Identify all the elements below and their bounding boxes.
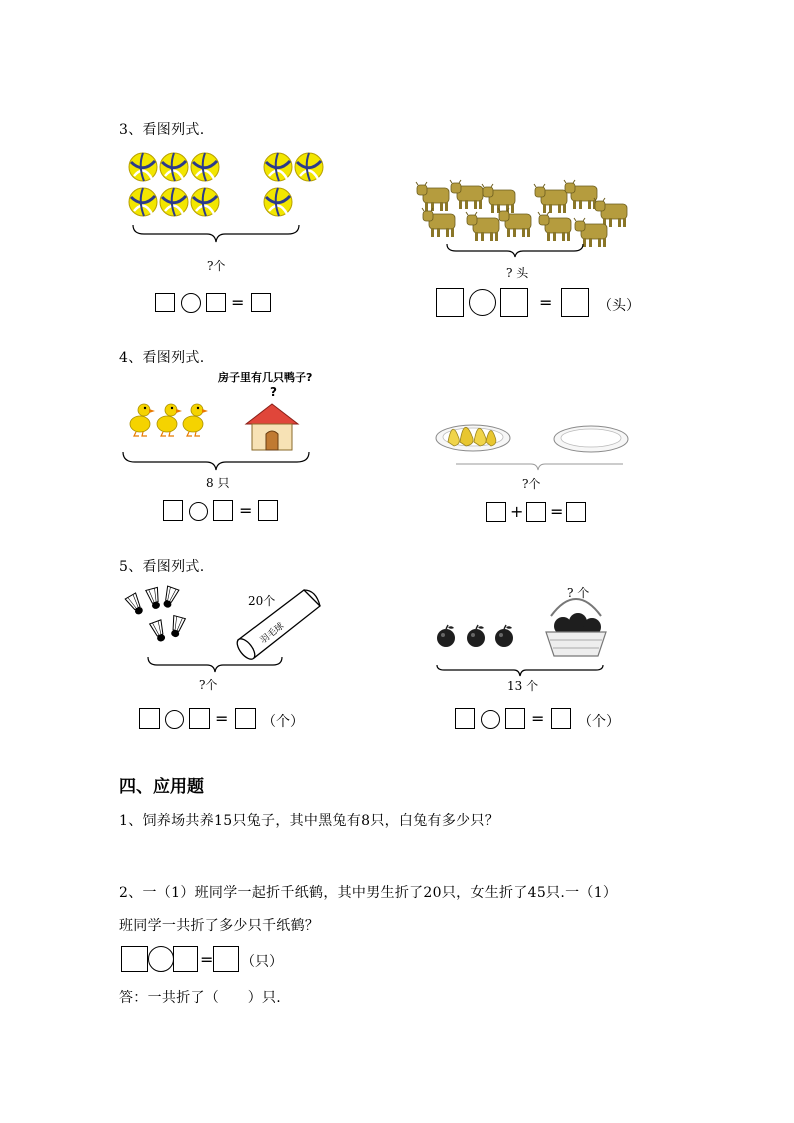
q4-right-equals: =	[550, 502, 564, 521]
problem-2-equals: =	[200, 950, 214, 969]
problem-2-box-3[interactable]	[213, 946, 239, 972]
q3-left-label: ?个	[207, 259, 226, 273]
q5-basket-label: ? 个	[567, 586, 590, 600]
q5-left-brace	[147, 656, 287, 676]
section-heading: 四、应用题	[119, 777, 204, 797]
q3-left-box-2[interactable]	[206, 293, 226, 312]
q3-right-label: ? 头	[506, 266, 529, 280]
q4-left-box-1[interactable]	[163, 500, 183, 521]
q5-right-label: 13 个	[507, 679, 539, 693]
q3-left-brace	[132, 224, 302, 248]
q4-right-plus: +	[510, 502, 524, 521]
problem-2-line-2: 班同学一共折了多少只千纸鹤？	[119, 918, 320, 934]
q3-left-box-1[interactable]	[155, 293, 175, 312]
q3-right-box-1[interactable]	[436, 288, 464, 317]
q5-left-label: ?个	[199, 678, 218, 692]
q5-right-box-1[interactable]	[455, 708, 475, 729]
problem-2-box-1[interactable]	[121, 946, 148, 972]
q3-right-equals: =	[539, 293, 553, 312]
problem-2-box-2[interactable]	[173, 946, 198, 972]
q3-right-box-3[interactable]	[561, 288, 589, 317]
problem-2-answer: 答：一共折了（ ）只.	[119, 990, 282, 1006]
q4-left-equals: =	[239, 501, 253, 520]
problem-1-text: 1、饲养场共养15只兔子，其中黑兔有8只，白兔有多少只？	[119, 813, 500, 829]
q3-left-operator-circle[interactable]	[181, 293, 201, 313]
q4-right-brace	[455, 460, 625, 476]
q3-right-operator-circle[interactable]	[469, 289, 496, 316]
problem-2-unit: （只）	[241, 954, 283, 970]
q4-title: 4、看图列式.	[119, 350, 205, 366]
house-illustration	[244, 402, 300, 452]
apples-basket-illustration	[436, 596, 616, 666]
q5-right-operator-circle[interactable]	[481, 710, 500, 729]
volleyball-illustration	[128, 152, 328, 222]
q5-left-operator-circle[interactable]	[165, 710, 184, 729]
q3-title: 3、看图列式.	[119, 122, 205, 138]
q4-right-label: ?个	[522, 477, 541, 491]
q3-right-unit: （头）	[598, 298, 640, 314]
q3-left-equals: =	[231, 293, 245, 312]
q5-left-equals: =	[215, 709, 229, 728]
problem-2-line-1: 2、一（1）班同学一起折千纸鹤，其中男生折了20只，女生折了45只.一（1）	[119, 885, 618, 901]
q3-right-box-2[interactable]	[500, 288, 528, 317]
q5-right-box-2[interactable]	[505, 708, 525, 729]
q5-right-box-3[interactable]	[551, 708, 571, 729]
problem-2-operator-circle[interactable]	[148, 946, 174, 972]
q4-left-box-3[interactable]	[258, 500, 278, 521]
q5-left-unit: （个）	[262, 714, 304, 730]
shuttlecock-illustration	[116, 580, 196, 650]
q4-right-box-1[interactable]	[486, 502, 506, 522]
q4-house-question: 房子里有几只鸭子?	[218, 371, 313, 384]
q5-left-box-2[interactable]	[189, 708, 210, 729]
q4-right-box-2[interactable]	[526, 502, 546, 522]
q5-right-equals: =	[531, 709, 545, 728]
q4-right-box-3[interactable]	[566, 502, 586, 522]
q3-left-box-3[interactable]	[251, 293, 271, 312]
q4-left-operator-circle[interactable]	[189, 502, 208, 521]
q4-left-label: 8 只	[206, 476, 230, 490]
q5-title: 5、看图列式.	[119, 559, 205, 575]
plates-illustration	[434, 412, 634, 462]
q5-tube-count: 20个	[248, 594, 276, 608]
q4-left-brace	[122, 451, 312, 475]
q4-house-mark: ?	[270, 385, 277, 399]
q5-left-box-3[interactable]	[235, 708, 256, 729]
q5-right-unit: （个）	[578, 714, 620, 730]
duck-illustration	[128, 400, 218, 440]
q4-left-box-2[interactable]	[213, 500, 233, 521]
q5-tube-text: 羽毛球	[258, 621, 287, 646]
q5-left-box-1[interactable]	[139, 708, 160, 729]
q3-right-brace	[446, 243, 586, 263]
